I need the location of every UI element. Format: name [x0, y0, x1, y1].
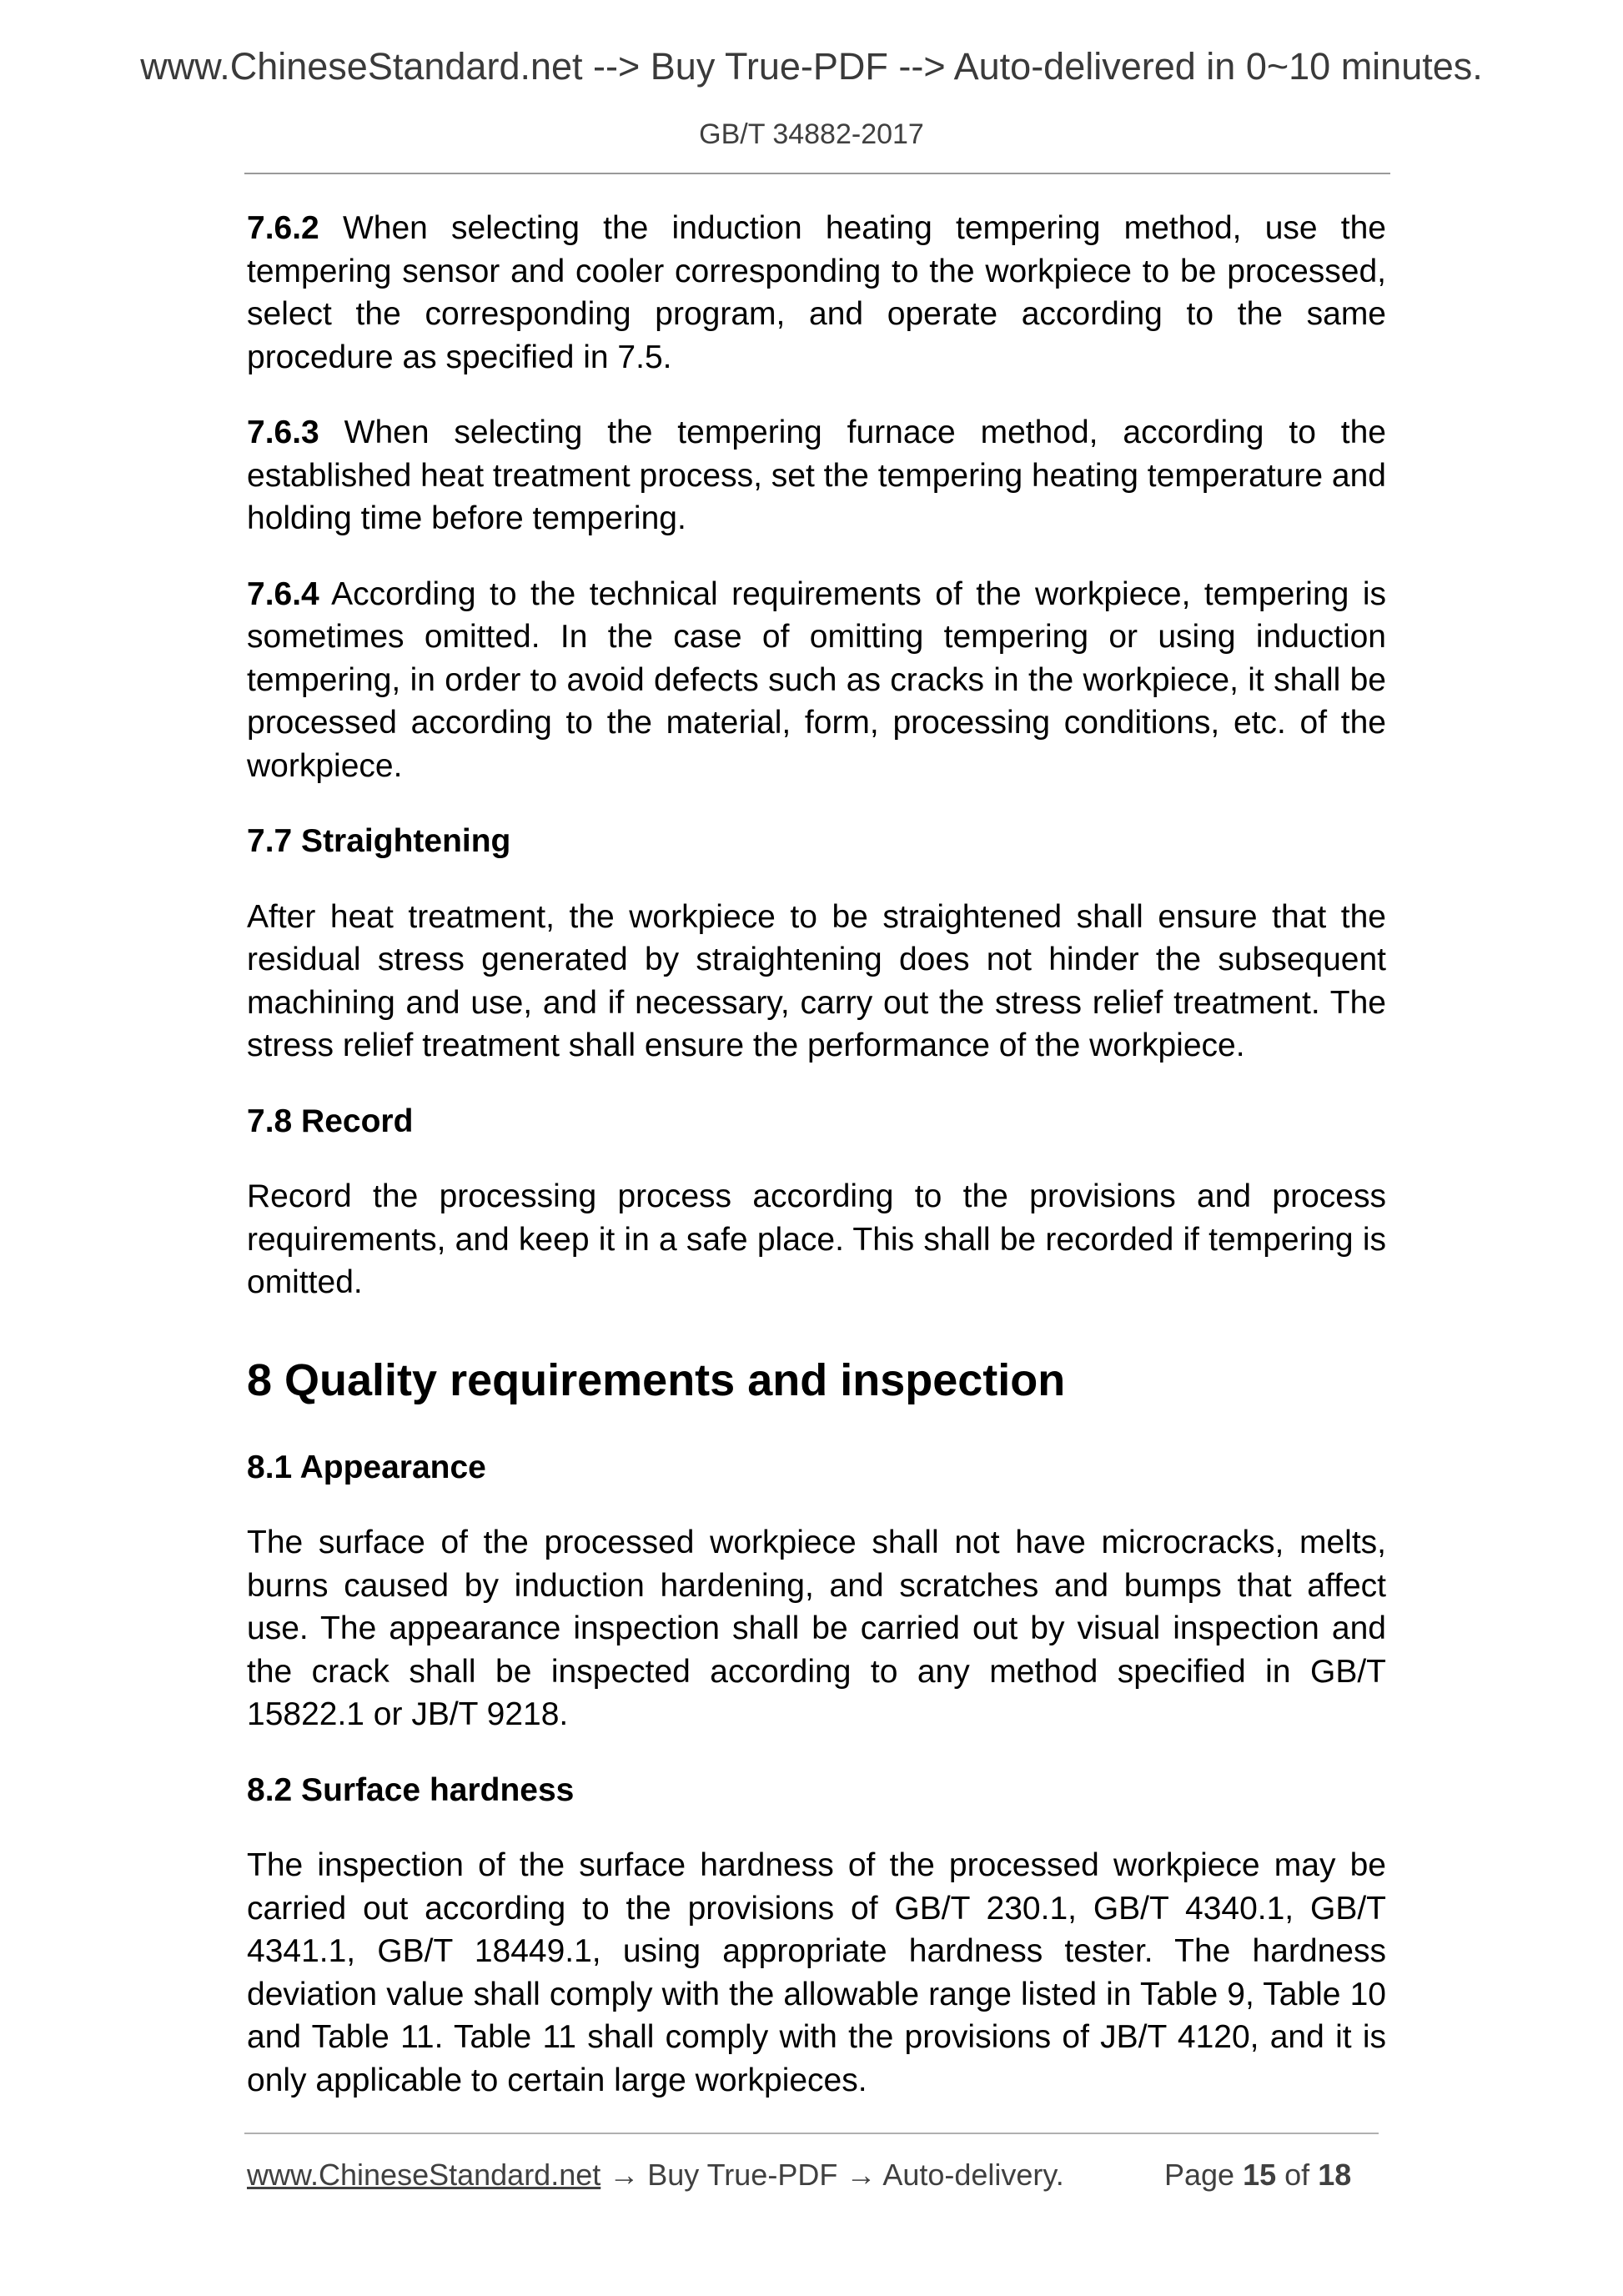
footer-divider — [244, 2133, 1379, 2134]
section-text-8-1: The surface of the processed workpiece shall not have microcracks, melts, burns caused by induction hardening, and scratches and bumps that affect use. The appearance inspection shall be carried out by visual inspection and the crack shall be inspected according to any method specified in GB/T 15822.1 or JB/T 9218. — [247, 1525, 1386, 1732]
section-text-7-7: After heat treatment, the workpiece to be straightened shall ensure that the residual stress generated by straightening does not hinder the subsequent machining and use, and if necessary, carry out the stress relief treatment. The stress relief treatment shall ensure the performance of the workpiece. — [247, 898, 1386, 1063]
page-label: Page — [1164, 2158, 1235, 2192]
clause-7-6-2 — [247, 207, 1386, 379]
clause-text: When selecting the induction heating tempering method, use the tempering sensor and cooler corresponding to the workpiece to be processed, select the corresponding program, and operate according to the same procedure as specified in 7.5. — [247, 210, 1386, 375]
section-text-8-2: The inspection of the surface hardness of the processed workpiece may be carried out according to the provisions of GB/T 230.1, GB/T 4340.1, GB/T 4341.1, GB/T 18449.1, using appropriate hardness tester. The hardness deviation value shall comply with the allowable range listed in Table 9, Table 10 and Table 11. Table 11 shall comply with the provisions of JB/T 4120, and it is only applicable to certain large workpieces. — [247, 1847, 1386, 2098]
page-indicator — [1164, 2154, 1351, 2196]
page-number: 15 — [1243, 2158, 1277, 2192]
chapter-heading-8: 8 Quality requirements and inspection — [247, 1354, 1066, 1405]
of-label: of — [1284, 2158, 1310, 2192]
page-content — [247, 207, 1386, 2134]
footer-promo-text: → Buy True-PDF → Auto-delivery. — [600, 2158, 1064, 2192]
clause-text: When selecting the tempering furnace method, according to the established heat treatment process, set the tempering heating temperature and holding time before tempering. — [247, 414, 1386, 536]
section-heading-7-8: 7.8 Record — [247, 1103, 414, 1139]
section-heading-8-2: 8.2 Surface hardness — [247, 1771, 575, 1808]
clause-text: According to the technical requirements of the workpiece, tempering is sometimes omitted. In the case of omitting tempering or using induction tempering, in order to avoid defects such as cracks in the workpiece, it shall be processed according to the material, form, processing conditions, etc. of the workpiece. — [247, 575, 1386, 784]
section-text-7-8: Record the processing process according to the provisions and process requirements, and keep it in a safe place. This shall be recorded if tempering is omitted. — [247, 1178, 1386, 1300]
top-banner: www.ChineseStandard.net --> Buy True-PDF --> Auto-delivered in 0~10 minutes. — [140, 45, 1483, 88]
header-divider — [244, 173, 1390, 174]
section-heading-7-7: 7.7 Straightening — [247, 823, 511, 859]
footer-promo — [247, 2154, 1064, 2196]
section-heading-8-1: 8.1 Appearance — [247, 1449, 486, 1485]
page-total: 18 — [1318, 2158, 1352, 2192]
footer-link[interactable]: www.ChineseStandard.net — [247, 2158, 601, 2192]
clause-number: 7.6.2 — [247, 210, 319, 246]
clause-number: 7.6.3 — [247, 414, 319, 450]
clause-7-6-4 — [247, 573, 1386, 788]
clause-7-6-3 — [247, 411, 1386, 540]
clause-number: 7.6.4 — [247, 575, 319, 612]
document-code: GB/T 34882-2017 — [699, 118, 924, 150]
